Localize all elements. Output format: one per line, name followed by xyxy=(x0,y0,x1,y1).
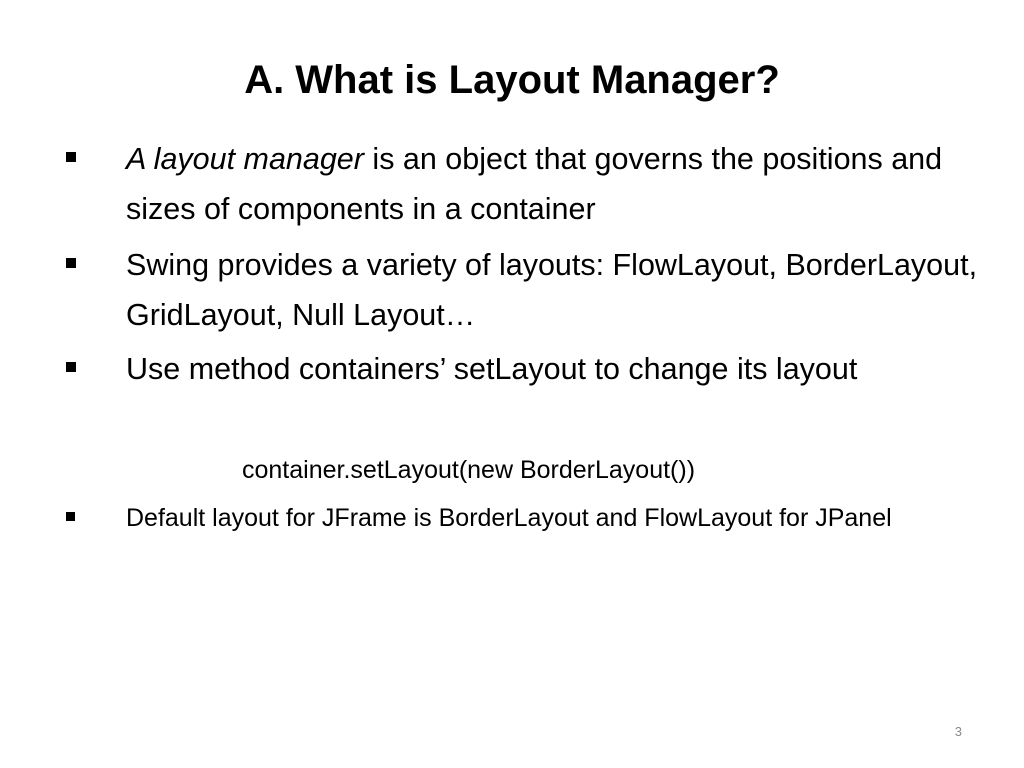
page-number: 3 xyxy=(954,724,962,739)
slide-title: A. What is Layout Manager? xyxy=(244,58,780,102)
square-bullet-icon xyxy=(66,152,76,162)
square-bullet-icon xyxy=(66,362,76,372)
bullet-text-body: is an object that governs the positions and sizes of components in a container xyxy=(126,142,943,226)
bullet-text-2: Swing provides a variety of layouts: FlowLayout, BorderLayout, GridLayout, Null Layout… xyxy=(126,248,978,332)
bullet-italic-lead: A layout manager xyxy=(126,142,364,176)
square-bullet-icon xyxy=(66,258,76,268)
bullet-text-3: Use method containers’ setLayout to change its layout xyxy=(126,352,858,386)
code-example: container.setLayout(new BorderLayout()) xyxy=(242,456,696,484)
square-bullet-icon xyxy=(66,512,75,521)
bullet-text-1 xyxy=(126,134,986,234)
bullet-text-4: Default layout for JFrame is BorderLayout and FlowLayout for JPanel xyxy=(126,504,892,532)
